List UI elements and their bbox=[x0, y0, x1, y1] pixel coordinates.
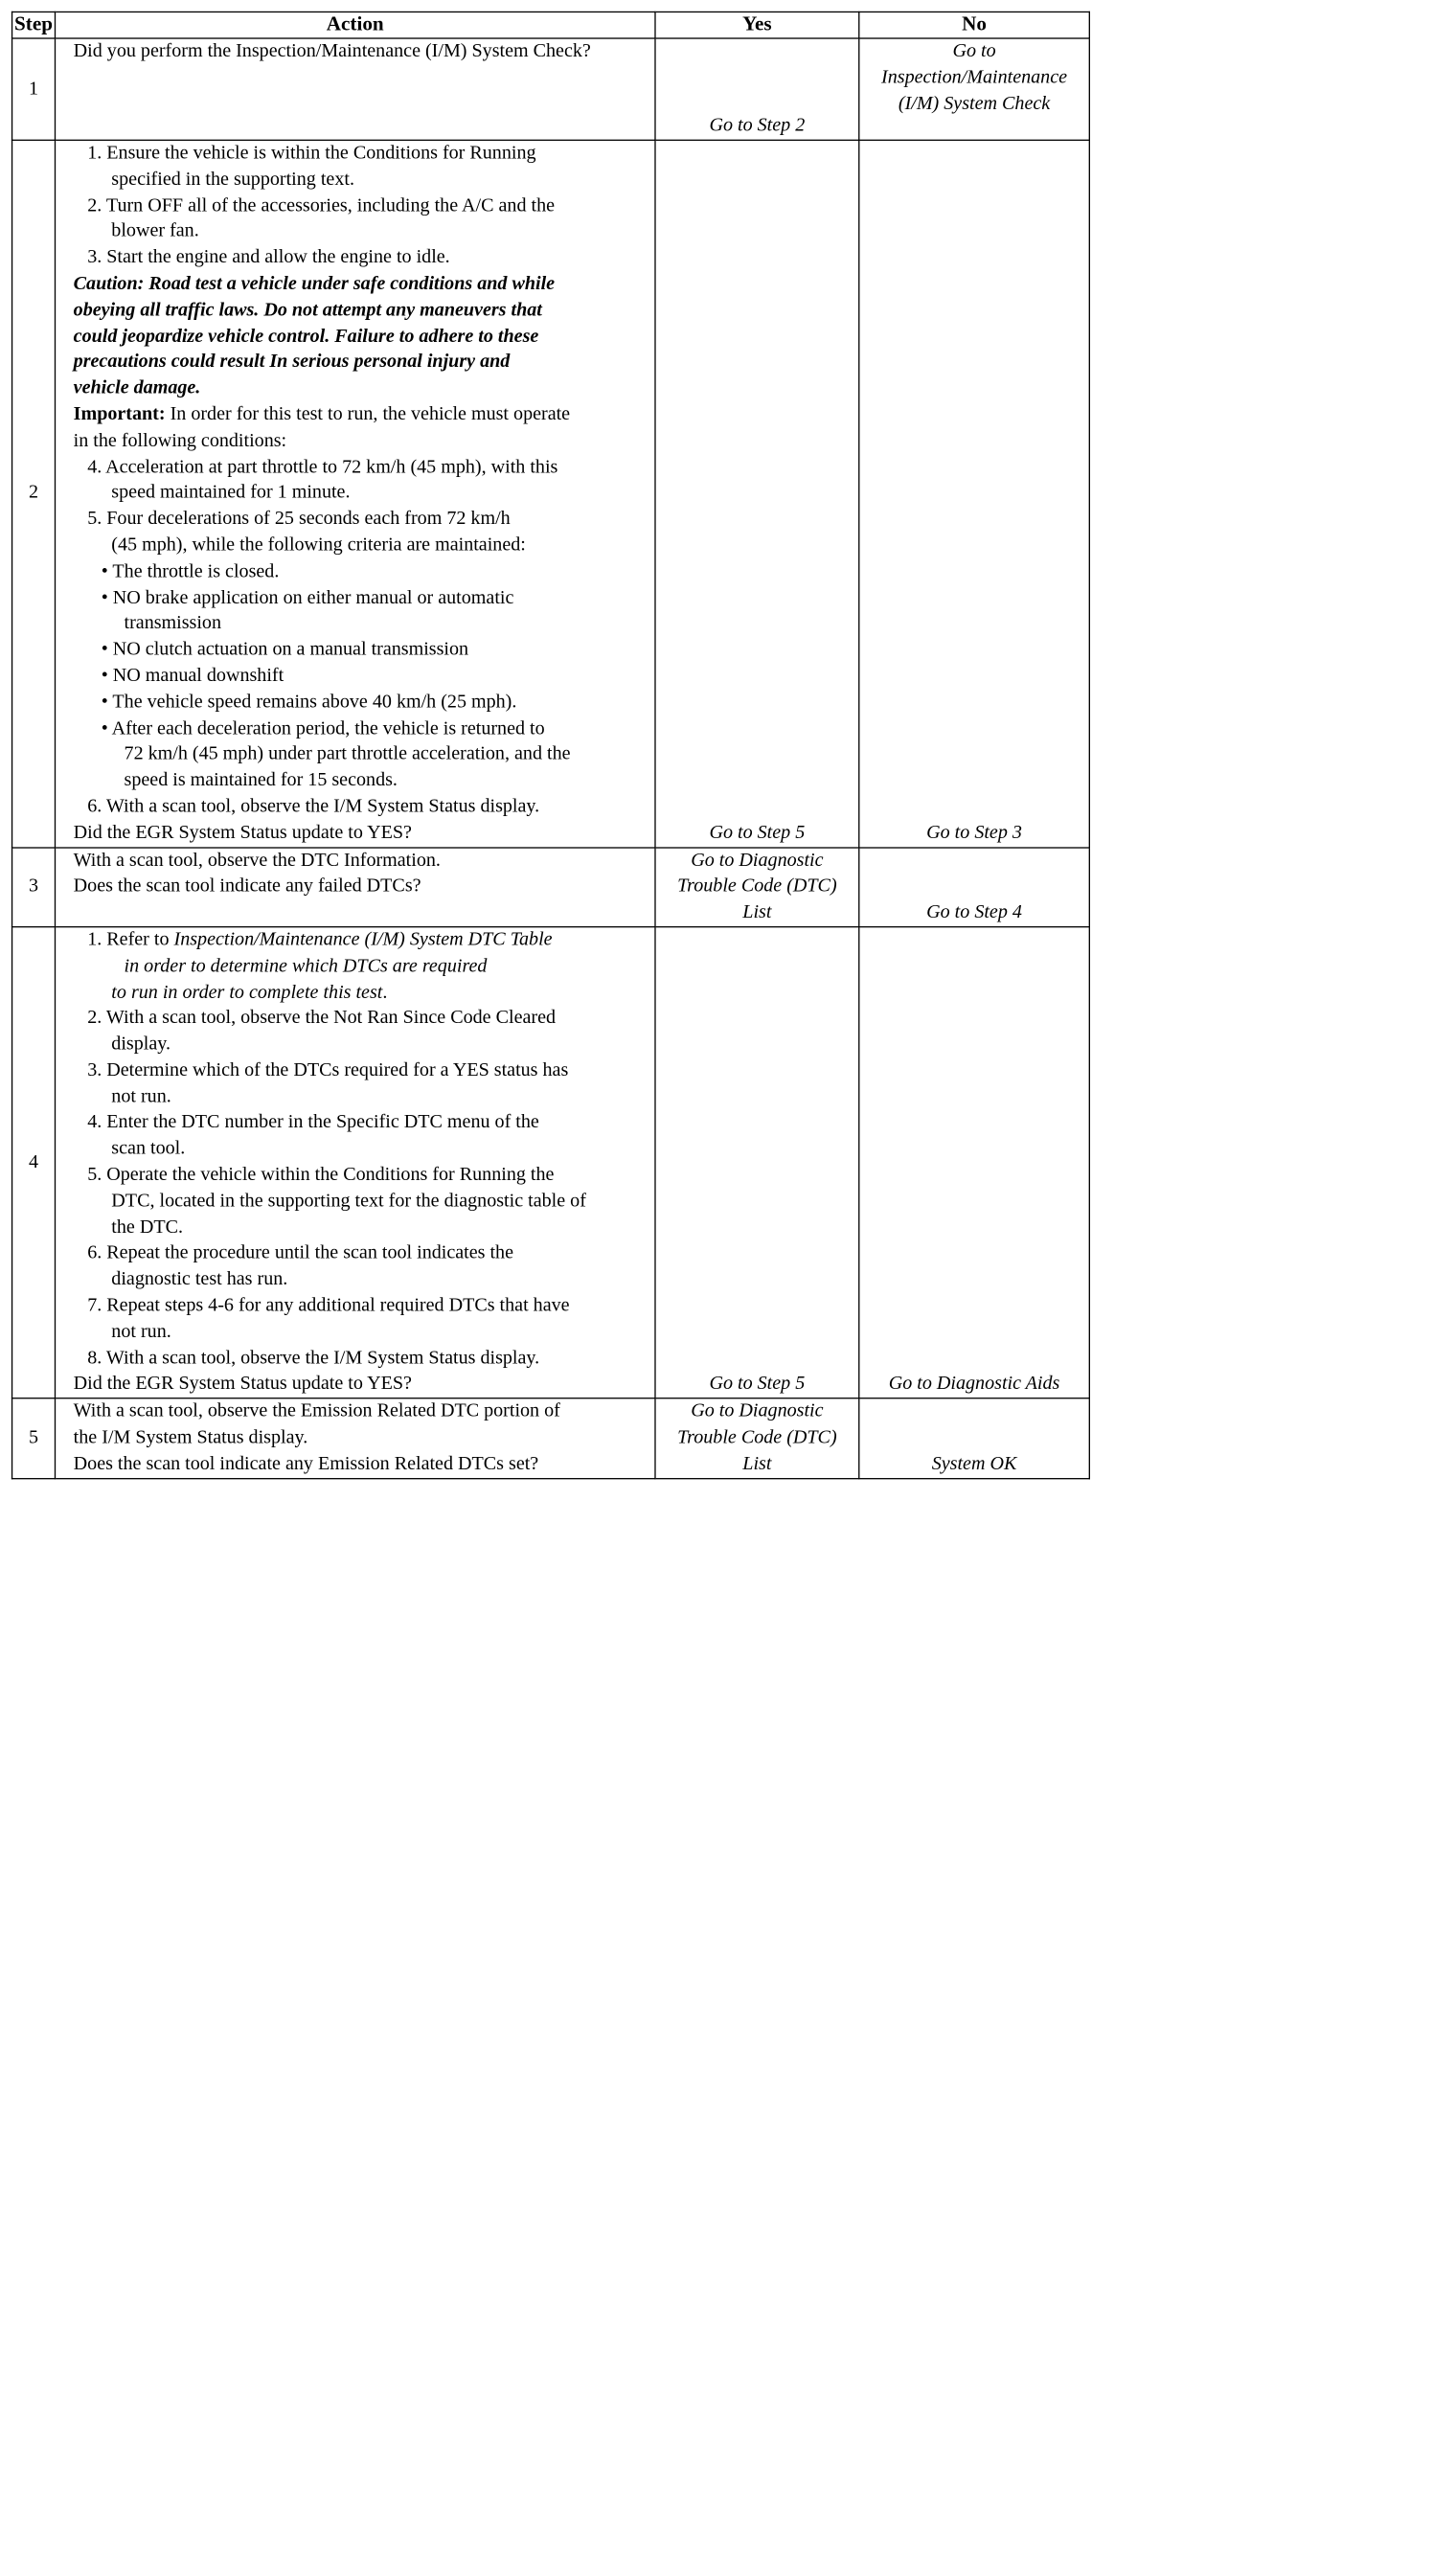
yes-line: Go to Diagnostic bbox=[691, 849, 824, 871]
no-cell: System OK bbox=[859, 1398, 1090, 1478]
step-number: 4 bbox=[12, 927, 56, 1398]
action-line: 6. With a scan tool, observe the I/M System Status display. bbox=[87, 795, 540, 817]
diagnostic-table bbox=[11, 11, 1090, 1479]
action-line: 2. With a scan tool, observe the Not Ran Since Code Cleared bbox=[87, 1007, 557, 1029]
no-cell: Go to Step 3 bbox=[859, 140, 1090, 847]
action-line: not run. bbox=[111, 1320, 171, 1343]
caution-line: vehicle damage. bbox=[73, 376, 201, 399]
table-row bbox=[12, 1398, 1090, 1478]
action-cell bbox=[55, 1398, 654, 1478]
action-line: 8. With a scan tool, observe the I/M System Status display. bbox=[87, 1347, 540, 1369]
yes-line: List bbox=[742, 900, 772, 923]
action-line: DTC, located in the supporting text for the diagnostic table of bbox=[111, 1190, 586, 1212]
important-line bbox=[74, 402, 648, 428]
action-line: (45 mph), while the following criteria are maintained: bbox=[111, 534, 526, 556]
yes-cell bbox=[655, 1398, 859, 1478]
yes-cell: Go to Step 5 bbox=[655, 140, 859, 847]
action-line bbox=[74, 980, 648, 1006]
no-cell bbox=[859, 38, 1090, 140]
action-line: 1. Ensure the vehicle is within the Conditions for Running bbox=[87, 142, 536, 164]
action-line: 3. Determine which of the DTCs required for a YES status has bbox=[87, 1058, 569, 1081]
action-cell bbox=[55, 38, 654, 140]
step-number: 1 bbox=[12, 38, 56, 140]
im-dtc-table-reference[interactable]: Inspection/Maintenance (I/M) System DTC Table bbox=[173, 928, 553, 950]
action-line: Did the EGR System Status update to YES? bbox=[73, 1373, 412, 1395]
action-line: blower fan. bbox=[111, 220, 199, 242]
action-cell bbox=[55, 140, 654, 847]
action-line: 3. Start the engine and allow the engine to idle. bbox=[87, 246, 450, 268]
action-line: speed maintained for 1 minute. bbox=[111, 482, 351, 504]
action-line: 6. Repeat the procedure until the scan tool indicates the bbox=[87, 1241, 514, 1264]
no-cell: Go to Step 4 bbox=[859, 847, 1090, 926]
table-row bbox=[12, 927, 1090, 1398]
caution-line: obeying all traffic laws. Do not attempt any maneuvers that bbox=[73, 298, 542, 321]
action-line: 72 km/h (45 mph) under part throttle acceleration, and the bbox=[124, 742, 571, 765]
action-cell bbox=[55, 847, 654, 926]
action-line: in order to determine which DTCs are required bbox=[124, 954, 488, 977]
bullet-line: • NO manual downshift bbox=[101, 665, 284, 687]
important-label: Important: bbox=[73, 403, 166, 425]
step-number: 2 bbox=[12, 140, 56, 847]
yes-cell bbox=[655, 847, 859, 926]
action-line: not run. bbox=[111, 1085, 171, 1107]
action-line: 7. Repeat steps 4-6 for any additional required DTCs that have bbox=[87, 1294, 570, 1316]
no-line: Inspection/Maintenance bbox=[881, 66, 1068, 88]
action-line: the DTC. bbox=[111, 1216, 184, 1238]
action-text-period: . bbox=[382, 981, 388, 1003]
action-line: in the following conditions: bbox=[73, 429, 287, 451]
action-line: 5. Operate the vehicle within the Conditions for Running the bbox=[87, 1164, 555, 1186]
action-line: Did the EGR System Status update to YES? bbox=[73, 821, 412, 844]
yes-cell: Go to Step 2 bbox=[655, 38, 859, 140]
yes-line: List bbox=[742, 1452, 772, 1474]
header-row bbox=[12, 11, 1090, 38]
action-line: With a scan tool, observe the Emission Related DTC portion of bbox=[73, 1400, 560, 1422]
bullet-line: • The vehicle speed remains above 40 km/h (25 mph). bbox=[101, 691, 517, 713]
yes-line: Trouble Code (DTC) bbox=[677, 875, 837, 897]
caution-line: Caution: Road test a vehicle under safe conditions and while bbox=[73, 272, 556, 295]
action-line: Does the scan tool indicate any Emission Related DTCs set? bbox=[73, 1452, 539, 1474]
bullet-line: • NO clutch actuation on a manual transmission bbox=[101, 638, 469, 661]
yes-cell: Go to Step 5 bbox=[655, 927, 859, 1398]
action-line: diagnostic test has run. bbox=[111, 1268, 288, 1290]
action-line bbox=[74, 927, 648, 953]
caution-line: could jeopardize vehicle control. Failure to adhere to these bbox=[73, 325, 539, 347]
caution-line: precautions could result In serious personal injury and bbox=[73, 351, 511, 373]
important-text: In order for this test to run, the vehicle must operate bbox=[165, 403, 571, 425]
action-line: speed is maintained for 15 seconds. bbox=[124, 769, 398, 791]
table-row bbox=[12, 140, 1090, 847]
action-line: the I/M System Status display. bbox=[73, 1426, 308, 1448]
action-line: Does the scan tool indicate any failed DTCs? bbox=[73, 875, 421, 897]
action-line: 5. Four decelerations of 25 seconds each from 72 km/h bbox=[87, 508, 511, 530]
header-no: No bbox=[859, 11, 1090, 38]
action-cell bbox=[55, 927, 654, 1398]
action-line: 4. Acceleration at part throttle to 72 km/h (45 mph), with this bbox=[87, 455, 558, 478]
no-cell: Go to Diagnostic Aids bbox=[859, 927, 1090, 1398]
header-yes: Yes bbox=[655, 11, 859, 38]
bullet-line: • NO brake application on either manual or automatic bbox=[101, 586, 514, 608]
table-row bbox=[12, 38, 1090, 140]
header-step: Step bbox=[12, 11, 56, 38]
bullet-line: • After each deceleration period, the vehicle is returned to bbox=[101, 716, 545, 739]
action-line: 4. Enter the DTC number in the Specific DTC menu of the bbox=[87, 1111, 539, 1133]
action-line: With a scan tool, observe the DTC Information. bbox=[73, 849, 441, 871]
action-line: 2. Turn OFF all of the accessories, including the A/C and the bbox=[87, 193, 556, 216]
bullet-line: • The throttle is closed. bbox=[101, 559, 280, 582]
table-row bbox=[12, 847, 1090, 926]
refer-to-text: 1. Refer to bbox=[87, 928, 174, 950]
step-number: 5 bbox=[12, 1398, 56, 1478]
action-line: transmission bbox=[124, 612, 222, 634]
action-line: scan tool. bbox=[111, 1137, 186, 1160]
action-text-italic: to run in order to complete this test bbox=[111, 981, 383, 1003]
action-line: display. bbox=[111, 1033, 171, 1055]
action-line: Did you perform the Inspection/Maintenance (I/M) System Check? bbox=[73, 39, 591, 62]
step-number: 3 bbox=[12, 847, 56, 926]
no-line: (I/M) System Check bbox=[898, 92, 1051, 114]
yes-line: Go to Diagnostic bbox=[691, 1400, 824, 1422]
header-action: Action bbox=[55, 11, 654, 38]
yes-line: Trouble Code (DTC) bbox=[677, 1426, 837, 1448]
action-line: specified in the supporting text. bbox=[111, 168, 354, 190]
no-line: Go to bbox=[952, 39, 996, 62]
